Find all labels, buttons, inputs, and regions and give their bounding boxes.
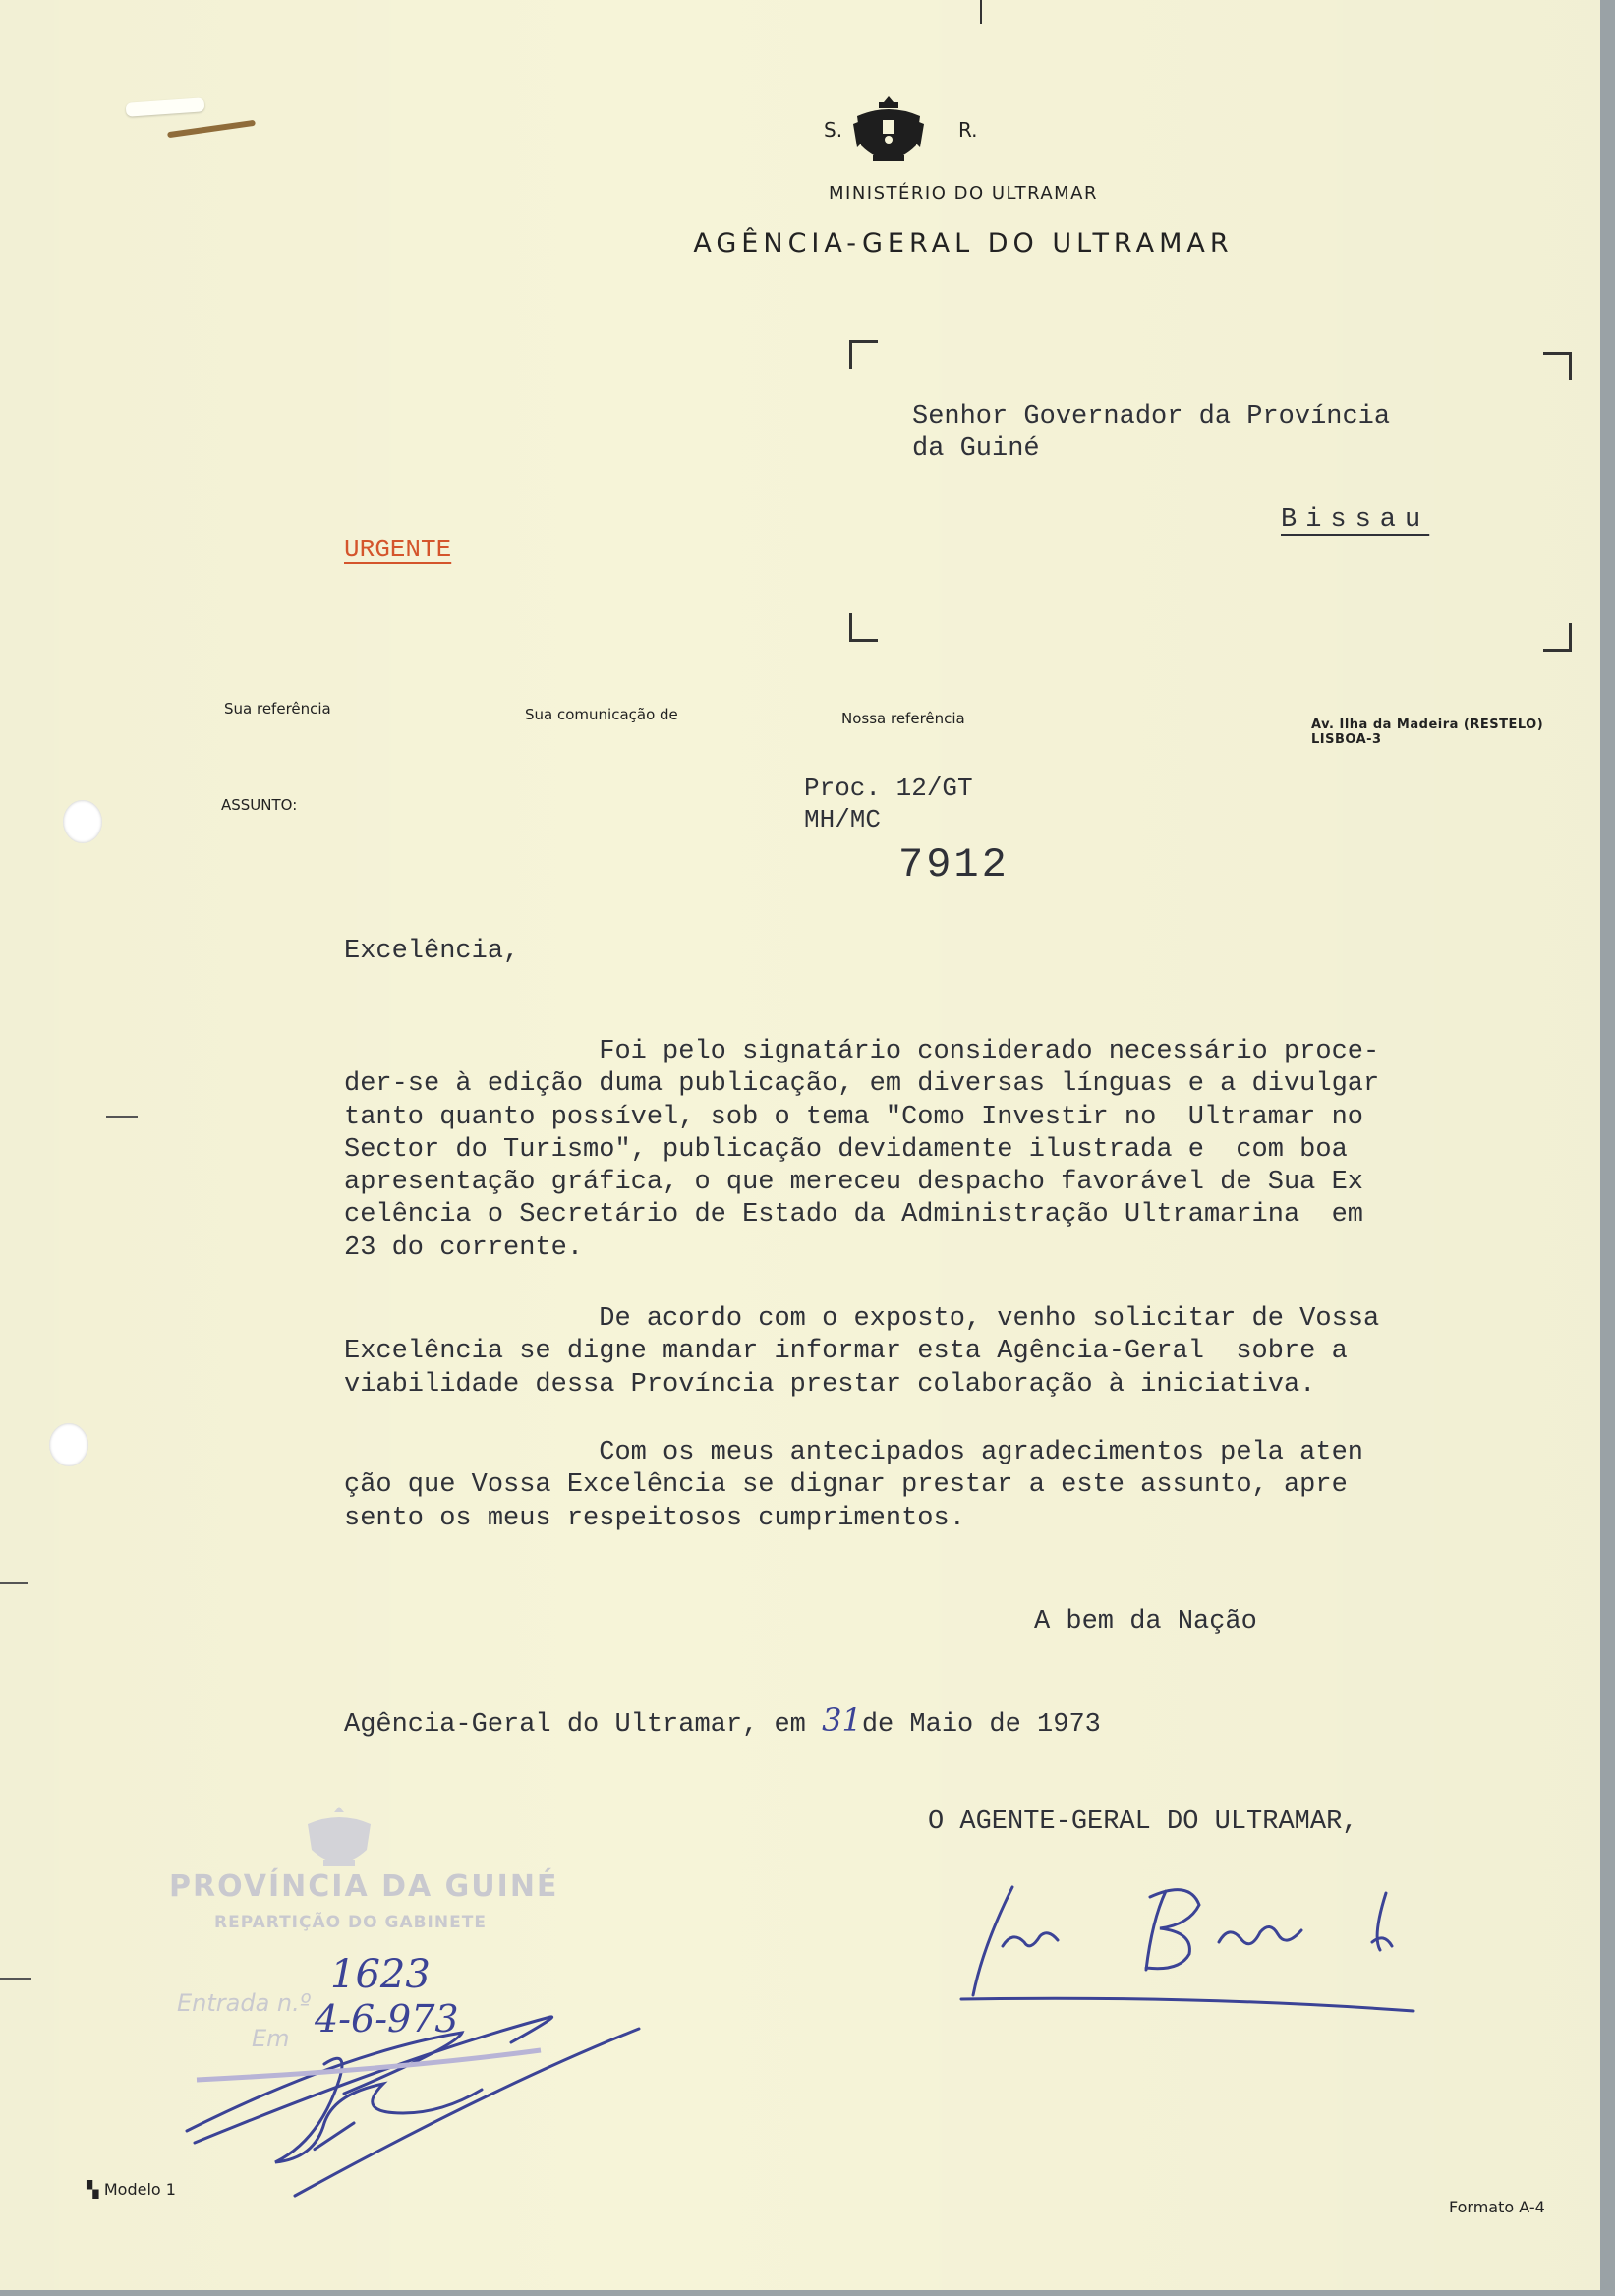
- tape-residue: [126, 97, 205, 117]
- frame-corner-bottom-left: [849, 613, 878, 642]
- punch-hole-upper: [63, 800, 102, 843]
- label-sua-referencia: Sua referência: [224, 700, 331, 718]
- date-day-handwritten: 31: [822, 1701, 862, 1739]
- frame-corner-top-left: [849, 340, 878, 369]
- fold-mark: [106, 1116, 138, 1118]
- signature: [944, 1867, 1415, 2025]
- stamp-province: PROVÍNCIA DA GUINÉ: [169, 1869, 559, 1904]
- paragraph-1: Foi pelo signatário considerado necessário proce- der-se à edição duma publicação, em diversas línguas e a divulgar tanto quanto possível, sob o tema "Como Investir no Ultramar no Sector do Turismo", publicação devidamente ilustrada e com boa apresentação gráfica, o que mereceu despacho favorável de Sua Ex celência o Secretário de Estado da Administração Ultramarina em 23 do corrente.: [344, 1037, 1380, 1263]
- margin-mark-1: [0, 1582, 28, 1584]
- reference-number: 7912: [898, 841, 1009, 889]
- coat-of-arms-icon: [853, 94, 924, 169]
- label-sua-comunicacao: Sua comunicação de: [525, 706, 678, 723]
- stamp-entry-date: 4-6-973: [315, 1997, 459, 2040]
- margin-mark-2: [0, 1978, 31, 1980]
- date-suffix: de Maio de 1973: [861, 1710, 1101, 1740]
- salutation: Excelência,: [344, 937, 520, 966]
- stamp-date-label: Em: [252, 2025, 290, 2052]
- sr-left: S.: [824, 118, 843, 142]
- closing-formula: A bem da Nação: [1034, 1607, 1257, 1636]
- urgent-label: URGENTE: [344, 535, 452, 564]
- sr-right: R.: [958, 118, 978, 142]
- paragraph-2: De acordo com o exposto, venho solicitar de Vossa Excelência se digne mandar informar esta Agência-Geral sobre a viabilidade dessa Província prestar colaboração à iniciativa.: [344, 1304, 1380, 1400]
- stamp-initials: [177, 1966, 668, 2202]
- agency-address: Av. Ilha da Madeira (RESTELO) LISBOA-3: [1311, 718, 1544, 747]
- paragraph-3: Com os meus antecipados agradecimentos pela aten ção que Vossa Excelência se dignar prestar a este assunto, apre sento os meus respeitosos cumprimentos.: [344, 1438, 1363, 1533]
- stamp-crest-icon: [300, 1805, 378, 1873]
- footer-format: Formato A-4: [1449, 2198, 1545, 2216]
- label-assunto: ASSUNTO:: [221, 796, 298, 814]
- signatory-title: O AGENTE-GERAL DO ULTRAMAR,: [928, 1808, 1358, 1837]
- rust-stain: [167, 120, 256, 138]
- stamp-entry-label: Entrada n.º: [177, 1989, 312, 2017]
- recipient-address: Senhor Governador da Província da Guiné: [912, 402, 1391, 464]
- model-mark-icon: ▚: [87, 2180, 104, 2199]
- footer-model: ▚ Modelo 1: [87, 2180, 176, 2199]
- stamp-entry-number: 1623: [330, 1952, 431, 1997]
- top-center-mark: [980, 0, 982, 24]
- date-prefix: Agência-Geral do Ultramar, em: [344, 1710, 823, 1740]
- label-nossa-referencia: Nossa referência: [841, 710, 965, 727]
- frame-corner-top-right: [1543, 352, 1572, 380]
- stamp-department: REPARTIÇÃO DO GABINETE: [214, 1913, 487, 1932]
- punch-hole-lower: [49, 1423, 88, 1466]
- agency-name: AGÊNCIA-GERAL DO ULTRAMAR: [693, 228, 1234, 258]
- process-reference: Proc. 12/GT MH/MC: [804, 774, 973, 834]
- frame-corner-bottom-right: [1543, 623, 1572, 652]
- ministry-name: MINISTÉRIO DO ULTRAMAR: [828, 183, 1099, 203]
- date-line: [344, 1701, 1101, 1742]
- recipient-city: Bissau: [1281, 505, 1430, 535]
